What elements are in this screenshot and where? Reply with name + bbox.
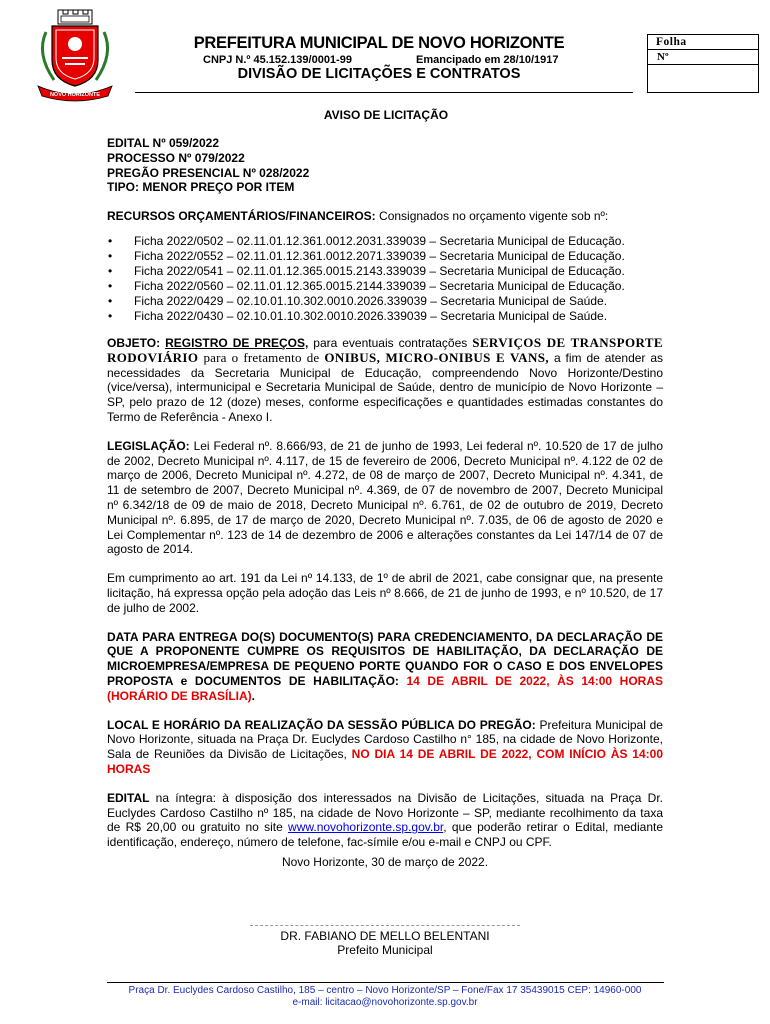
footer-address: Praça Dr. Euclydes Cardoso Castilho, 185 – centro – Novo Horizonte/SP – Fone/Fax 17 35439015 CEP: 14960-000 [128, 985, 642, 996]
recursos-paragraph: RECURSOS ORÇAMENTÁRIOS/FINANCEIROS: Consignados no orçamento vigente sob nº: [107, 209, 609, 224]
date-line: Novo Horizonte, 30 de março de 2022. [281, 855, 489, 869]
signatory-role: Prefeito Municipal [337, 943, 433, 957]
entrega-paragraph: DATA PARA ENTREGA DO(S) DOCUMENTO(S) PARA CREDENCIAMENTO, DA DECLARAÇÃO DE QUE A PROPONENTE CUMPRE OS REQUISITOS DE HABILITAÇÃO, DA DECLARAÇÃO DE MICROEMPRESA/EMPRESA DE PEQUENO PORTE QUANDO FOR O CASO E DOS ENVELOPES PROPOSTA e DOCUMENTOS DE HABILITAÇÃO: 14 DE ABRIL DE 2022, ÀS 14:00 HORAS (HORÁRIO DE BRASÍLIA). [107, 629, 663, 703]
division-title: DIVISÃO DE LICITAÇÕES E CONTRATOS [237, 66, 521, 82]
list-item: • Ficha 2022/0502 – 02.11.01.12.361.0012.2031.339039 – Secretaria Municipal de Educação. [107, 234, 663, 249]
signature-line [250, 925, 520, 926]
pregao-number: PREGÃO PRESENCIAL Nº 028/2022 [107, 165, 310, 180]
coat-of-arms-icon [32, 8, 118, 102]
footer-email: e-mail: licitacao@novohorizonte.sp.gov.br [292, 997, 478, 1008]
document-body [107, 136, 663, 850]
local-paragraph: LOCAL E HORÁRIO DA REALIZAÇÃO DA SESSÃO PÚBLICA DO PREGÃO: Prefeitura Municipal de Novo Horizonte, situada na Praça Dr. Euclydes Cardoso Castilho n° 185, na cidade de Novo Horizonte, Sala de Reuniões da Divisão de Licitações, NO DIA 14 DE ABRIL DE 2022, COM INÍCIO ÀS 14:00 HORAS [107, 717, 664, 776]
numero-label: Nº [648, 50, 758, 65]
list-item: • Ficha 2022/0560 – 02.11.01.12.365.0015.2144.339039 – Secretaria Municipal de Educação. [107, 279, 663, 294]
page-title: PREFEITURA MUNICIPAL DE NOVO HORIZONTE [193, 34, 565, 52]
edital-info-paragraph: EDITAL na íntegra: à disposição dos interessados na Divisão de Licitações, situada na Praça Dr. Euclydes Cardoso Castilho nº 185, na cidade de Novo Horizonte – SP, mediante recolhimento da taxa de R$ 20,00 ou gratuito no site www.novohorizonte.sp.gov.br, que poderão retirar o Edital, mediante identificação, endereço, número de telefone, fac-símile e/ou e-mail e CNPJ ou CPF. [107, 790, 663, 850]
emancipado-text: Emancipado em 28/10/1917 [416, 54, 559, 66]
signatory-name: DR. FABIANO DE MELLO BELENTANI [280, 929, 490, 943]
folha-box [647, 34, 759, 93]
tipo-line: TIPO: MENOR PREÇO POR ITEM [107, 180, 295, 195]
list-item: • Ficha 2022/0541 – 02.11.01.12.365.0015.2143.339039 – Secretaria Municipal de Educação. [107, 264, 663, 279]
processo-number: PROCESSO Nº 079/2022 [107, 150, 245, 165]
header-divider [135, 92, 633, 93]
crest-ribbon-text: NOVO HORIZONTE [49, 92, 101, 98]
fichas-list [107, 234, 663, 324]
footer-divider [107, 982, 664, 983]
objeto-paragraph: OBJETO: REGISTRO DE PREÇOS, para eventuais contratações SERVIÇOS DE TRANSPORTE RODOVIÁRIO para o fretamento de ONIBUS, MICRO-ONIBUS E VANS, a fim de atender as necessidades da Secretaria Municipal de Educação, compreendendo Novo Horizonte/Destino (vice/versa), intermunicipal e Secretaria Municipal de Saúde, dentro de município de Novo Horizonte – SP, pelo prazo de 12 (doze) meses, conforme especificações e quantidades estimadas constantes do Termo de Referência - Anexo I. [107, 334, 664, 424]
list-item: • Ficha 2022/0552 – 02.11.01.12.361.0012.2071.339039 – Secretaria Municipal de Educação. [107, 249, 663, 264]
list-item: • Ficha 2022/0429 – 02.10.01.10.302.0010.2026.339039 – Secretaria Municipal de Saúde. [107, 294, 663, 309]
folha-label: Folha [648, 35, 758, 50]
website-link[interactable]: www.novohorizonte.sp.gov.br [288, 820, 444, 835]
notice-heading: AVISO DE LICITAÇÃO [323, 108, 449, 122]
cnpj-text: CNPJ N.º 45.152.139/0001-99 [203, 54, 352, 66]
list-item: • Ficha 2022/0430 – 02.10.01.10.302.0010.2026.339039 – Secretaria Municipal de Saúde. [107, 309, 663, 324]
cumprimento-paragraph: Em cumprimento ao art. 191 da Lei nº 14.133, de 1º de abril de 2021, cabe consignar que, na presente licitação, há expressa opção pela adoção das Leis nº 8.666, de 21 de junho de 1993, e nº 10.520, de 17 de julho de 2002. [107, 571, 663, 615]
edital-number: EDITAL Nº 059/2022 [107, 136, 219, 150]
legislacao-paragraph: LEGISLAÇÃO: Lei Federal nº. 8.666/93, de 21 de junho de 1993, Lei federal nº. 10.520 de 17 de julho de 2002, Decreto Municipal nº. 4.117, de 15 de fevereiro de 2006, Decreto Municipal nº. 4.122 de 02 de março de 2006, Decreto Municipal nº. 4.272, de 08 de março de 2007, Decreto Municipal nº. 4.341, de 11 de setembro de 2007, Decreto Municipal nº. 4.369, de 07 de novembro de 2007, Decreto Municipal nº 6.342/18 de 09 de maio de 2018, Decreto Municipal nº. 6.761, de 02 de outubro de 2019, Decreto Municipal nº. 6.895, de 17 de março de 2020, Decreto Municipal nº. 7.035, de 06 de agosto de 2020 e Lei Complementar nº. 123 de 14 de dezembro de 2006 e alterações constantes da Lei 147/14 de 07 de agosto de 2014. [107, 438, 663, 557]
